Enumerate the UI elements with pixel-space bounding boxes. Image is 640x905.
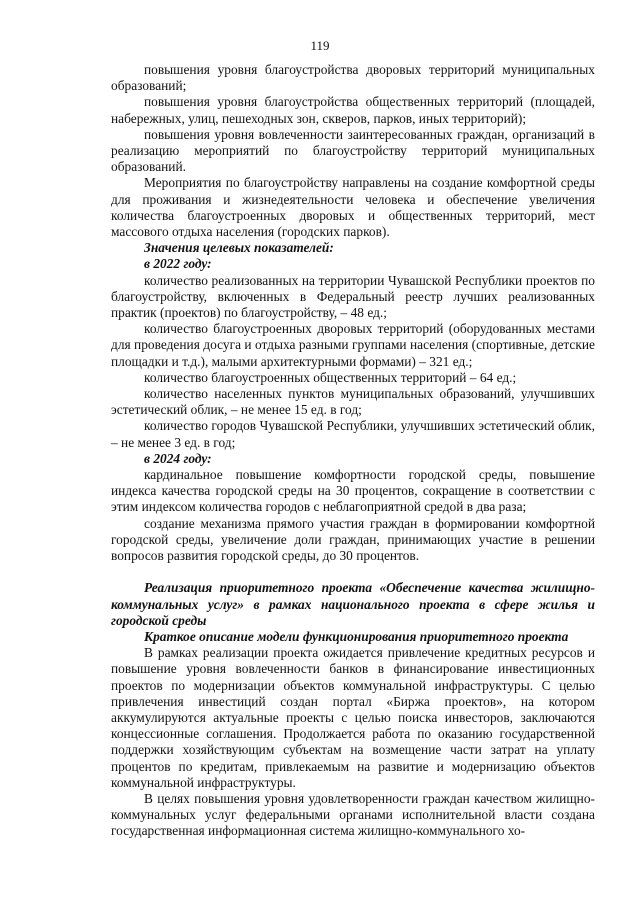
paragraph: количество реализованных на территории Чувашской Республики проектов по благоустройству, включенных в Федеральный реестр лучших реализованных практик (проектов) по благоустройству, – 48 ед.; xyxy=(111,272,595,321)
paragraph: повышения уровня благоустройства общественных территорий (площадей, набережных, улиц, пешеходных зон, скверов, парков, иных территорий); xyxy=(111,94,595,126)
paragraph: повышения уровня вовлеченности заинтересованных граждан, организаций в реализацию мероприятий по благоустройству территорий муниципальных образований. xyxy=(111,126,595,175)
paragraph: Мероприятия по благоустройству направлены на создание комфортной среды для проживания и жизнедеятельности человека и обеспечение увеличения количества благоустроенных дворовых и общественных территорий, мест массового отдыха населения (городских парков). xyxy=(111,175,595,240)
section-heading: Значения целевых показателей: xyxy=(144,240,334,256)
section-heading: Краткое описание модели функционирования приоритетного проекта xyxy=(144,628,569,644)
paragraph: В рамках реализации проекта ожидается привлечение кредитных ресурсов и повышение уровня вовлеченности банков в финансирование инвестиционных проектов по модернизации объектов коммунальной инфраструктуры. С целью привлечения инвестиций создан портал «Биржа проектов», на котором аккумулируются актуальные проекты с целью поиска инвесторов, заключаются концессионные соглашения. Продолжается работа по оказанию государственной поддержки хозяйствующим субъектам на возмещение части затрат на уплату процентов по кредитам, привлекаемым на развитие и модернизацию объектов коммунальной инфраструктуры. xyxy=(111,645,595,790)
paragraph: количество населенных пунктов муниципальных образований, улучшивших эстетический облик, – не менее 15 ед. в год; xyxy=(111,386,595,418)
paragraph: количество благоустроенных дворовых территорий (оборудованных местами для проведения досуга и отдыха разными группами населения (спортивные, детские площадки и т.д.), малыми архитектурными формами) – 321 ед.; xyxy=(111,321,595,369)
section-title: Реализация приоритетного проекта «Обеспечение качества жилищно-коммунальных услуг» в рамках национального проекта в сфере жилья и городской среды xyxy=(111,580,595,628)
paragraph: повышения уровня благоустройства дворовых территорий муниципальных образований; xyxy=(111,62,595,94)
paragraph: В целях повышения уровня удовлетворенности граждан качеством жилищно-коммунальных услуг федеральными органами исполнительной власти создана государственная информационная система жилищно-коммунального хо- xyxy=(111,790,595,839)
section-spacer xyxy=(111,564,595,580)
paragraph: количество городов Чувашской Республики, улучшивших эстетический облик, – не менее 3 ед. в год; xyxy=(111,418,595,450)
paragraph: кардинальное повышение комфортности городской среды, повышение индекса качества городской среды на 30 процентов, сокращение в соответствии с этим индексом количества городов с неблагоприятной средой в два раза; xyxy=(111,467,595,515)
paragraph: создание механизма прямого участия граждан в формировании комфортной городской среды, увеличение доли граждан, принимающих участие в решении вопросов развития городской среды, до 30 процентов. xyxy=(111,515,595,564)
page-number: 119 xyxy=(310,38,330,53)
paragraph: количество благоустроенных общественных территорий – 64 ед.; xyxy=(144,369,517,385)
subsection-heading: в 2022 году: xyxy=(144,256,212,272)
subsection-heading: в 2024 году: xyxy=(144,450,212,466)
document-body xyxy=(111,62,595,840)
